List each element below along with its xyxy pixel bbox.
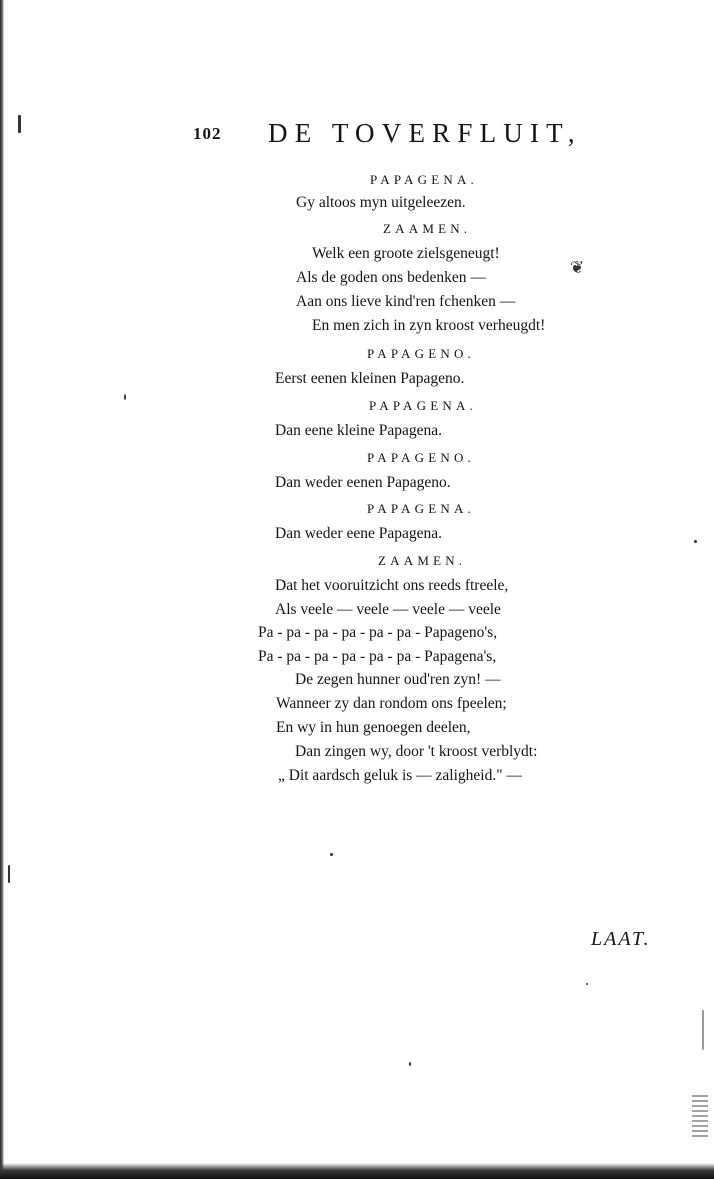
running-title: DE TOVERFLUIT, bbox=[268, 118, 582, 148]
verse-line: Dan zingen wy, door 't kroost verblydt: bbox=[295, 743, 538, 760]
speaker-heading: ZAAMEN. bbox=[378, 553, 467, 568]
scan-speck bbox=[18, 115, 21, 133]
speaker-heading: PAPAGENO. bbox=[367, 346, 476, 361]
scan-speck bbox=[8, 865, 10, 883]
verse-line: De zegen hunner oud'ren zyn! — bbox=[295, 671, 501, 688]
scan-speck bbox=[586, 983, 588, 985]
speaker-heading: PAPAGENA. bbox=[370, 172, 479, 187]
flourish-ornament-icon: ❦ bbox=[570, 258, 585, 277]
verse-line: Dan weder eene Papagena. bbox=[275, 525, 442, 542]
catchword: LAAT. bbox=[591, 928, 651, 950]
verse-line: En wy in hun genoegen deelen, bbox=[276, 719, 471, 736]
verse-line: Als veele — veele — veele — veele bbox=[275, 601, 501, 618]
scan-speck bbox=[694, 540, 697, 543]
verse-line: En men zich in zyn kroost verheugdt! bbox=[312, 317, 546, 334]
scan-speck bbox=[330, 853, 333, 856]
verse-line: Als de goden ons bedenken — bbox=[296, 269, 486, 286]
scan-speck bbox=[124, 394, 126, 400]
speaker-heading: ZAAMEN. bbox=[383, 221, 472, 236]
verse-line: Eerst eenen kleinen Papageno. bbox=[275, 370, 465, 387]
speaker-heading: PAPAGENA. bbox=[369, 398, 478, 413]
verse-line: Aan ons lieve kind'ren fchenken — bbox=[296, 293, 516, 310]
page-number: 102 bbox=[193, 124, 222, 143]
verse-line: Pa - pa - pa - pa - pa - pa - Papageno's, bbox=[258, 624, 498, 641]
verse-line: Welk een groote zielsgeneugt! bbox=[312, 245, 500, 262]
verse-line: Dat het vooruitzicht ons reeds ftreele, bbox=[275, 577, 509, 594]
scan-speck bbox=[702, 1010, 704, 1050]
speaker-heading: PAPAGENA. bbox=[367, 501, 476, 516]
verse-line: Dan eene kleine Papagena. bbox=[275, 422, 442, 439]
scan-speck bbox=[409, 1062, 411, 1066]
verse-line: Dan weder eenen Papageno. bbox=[275, 474, 451, 491]
speaker-heading: PAPAGENO. bbox=[367, 450, 476, 465]
scan-bottom-edge bbox=[0, 1163, 714, 1179]
verse-line: Wanneer zy dan rondom ons fpeelen; bbox=[276, 695, 507, 712]
scan-right-mark bbox=[692, 1095, 708, 1139]
verse-line: Pa - pa - pa - pa - pa - pa - Papagena's, bbox=[258, 648, 497, 665]
scan-left-edge bbox=[0, 0, 4, 1179]
verse-line: „ Dit aardsch geluk is — zaligheid." — bbox=[278, 767, 522, 784]
verse-line: Gy altoos myn uitgeleezen. bbox=[296, 194, 466, 211]
